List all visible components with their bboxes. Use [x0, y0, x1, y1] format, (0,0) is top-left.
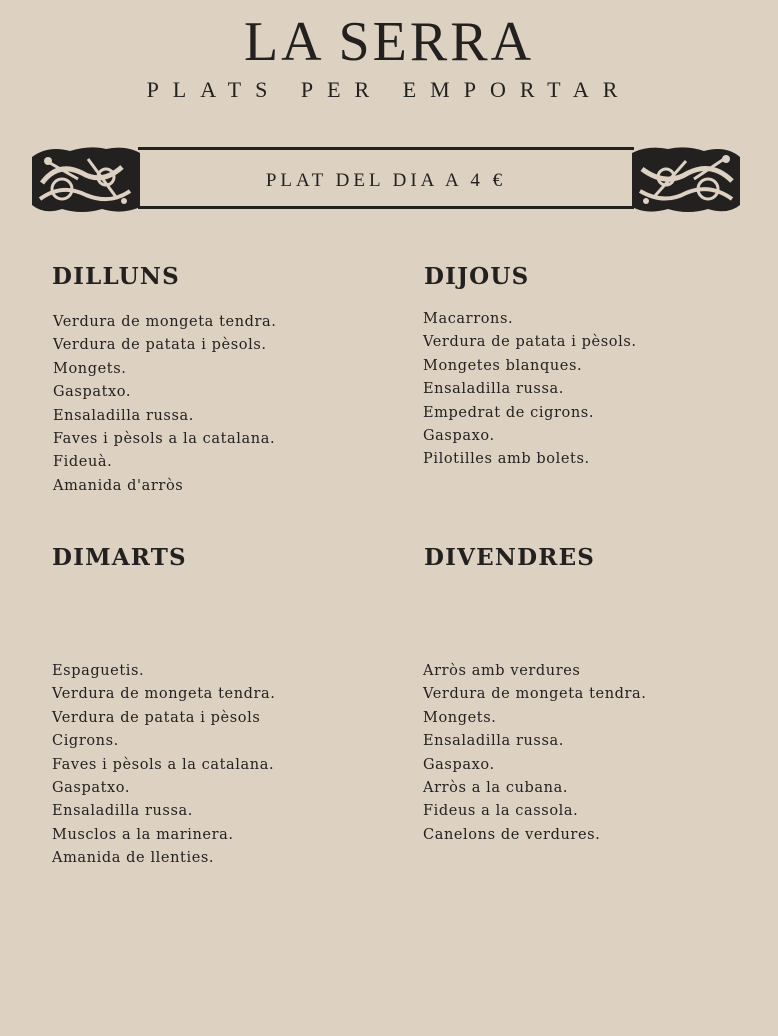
dish-item: Gaspatxo. [52, 780, 131, 797]
dish-item: Verdura de patata i pèsols. [53, 337, 267, 354]
dish-item: Mongets. [423, 709, 497, 726]
dish-item: Arròs a la cubana. [423, 780, 569, 797]
dish-item: Amanida de llenties. [52, 850, 215, 867]
day-heading-dilluns: DILLUNS [52, 263, 180, 290]
page-title: LA SERRA [243, 11, 535, 73]
day-heading-dijous: DIJOUS [424, 263, 530, 290]
banner-text: PLAT DEL DIA A 4 € [265, 170, 507, 191]
dish-item: Empedrat de cigrons. [423, 404, 595, 421]
dish-item: Pilotilles amb bolets. [423, 451, 590, 468]
page-subtitle: PLATS PER EMPORTAR [146, 77, 632, 102]
dish-item: Verdura de mongeta tendra. [52, 686, 276, 703]
dish-item: Faves i pèsols a la catalana. [53, 431, 276, 448]
dish-item: Gaspaxo. [423, 428, 495, 445]
dish-item: Ensaladilla russa. [53, 407, 194, 424]
dish-item: Mongets. [53, 360, 127, 377]
dish-item: Verdura de patata i pèsols. [423, 334, 637, 351]
dish-item: Gaspaxo. [423, 756, 495, 773]
day-heading-dimarts: DIMARTS [52, 544, 187, 571]
dish-item: Ensaladilla russa. [423, 381, 564, 398]
dish-item: Espaguetis. [52, 663, 145, 679]
dish-item: Canelons de verdures. [423, 826, 601, 843]
dish-item: Fideus a la cassola. [423, 803, 579, 820]
dish-list-dilluns [53, 311, 277, 498]
daily-dish-banner [28, 143, 744, 215]
day-heading-divendres: DIVENDRES [424, 544, 596, 571]
dish-list-divendres [423, 660, 647, 847]
dish-item: Verdura de mongeta tendra. [423, 686, 647, 703]
dish-item: Gaspatxo. [53, 384, 132, 401]
dish-item: Faves i pèsols a la catalana. [52, 756, 275, 773]
dish-list-dijous [423, 308, 637, 472]
dish-item: Verdura de mongeta tendra. [53, 314, 277, 330]
dish-item: Mongetes blanques. [423, 357, 583, 374]
dish-item: Verdura de patata i pèsols [52, 709, 261, 726]
dish-item: Macarrons. [423, 311, 514, 327]
dish-item: Cigrons. [52, 733, 119, 750]
dish-item: Fideuà. [53, 454, 113, 471]
dish-list-dimarts [52, 660, 276, 871]
dish-item: Ensaladilla russa. [52, 803, 193, 820]
dish-item: Amanida d'arròs [53, 477, 184, 494]
celtic-knot-icon [628, 143, 744, 215]
dish-item: Musclos a la marinera. [52, 826, 234, 843]
dish-item: Arròs amb verdures [423, 663, 581, 679]
dish-item: Ensaladilla russa. [423, 733, 564, 750]
